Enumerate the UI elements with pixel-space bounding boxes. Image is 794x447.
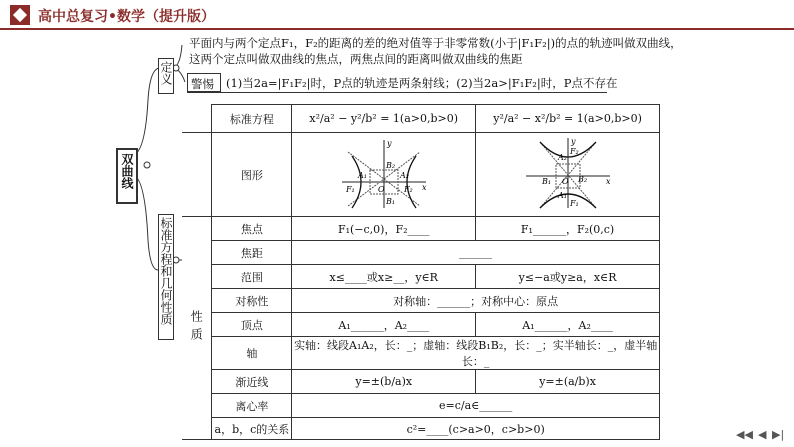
table-row <box>182 241 660 265</box>
table-row <box>182 394 660 418</box>
svg-text:B₁: B₁ <box>541 177 551 186</box>
row-label: 离心率 <box>212 394 292 418</box>
svg-text:F₁: F₁ <box>345 185 355 194</box>
row-right: y≤−a或y≥a，x∈R <box>476 265 660 289</box>
warning-label-box <box>187 73 221 92</box>
table-row <box>182 418 660 440</box>
equation-label: 标准方程和几何性质 <box>159 217 173 325</box>
row-label: 标准方程 <box>212 105 292 133</box>
row-left: x²/a² − y²/b² = 1(a>0,b>0) <box>292 105 476 133</box>
root-node <box>116 148 138 204</box>
row-left: x≤____或x≥__，y∈R <box>292 265 476 289</box>
hyperbola-y-graph <box>518 136 618 210</box>
row-right: A₁______，A₂____ <box>476 313 660 337</box>
table-row <box>182 105 660 133</box>
row-label: 图形 <box>212 133 292 217</box>
row-label: 渐近线 <box>212 370 292 394</box>
row-label: a，b，c的关系 <box>212 418 292 440</box>
table-row <box>182 265 660 289</box>
svg-text:y: y <box>570 137 576 146</box>
warning-text: (1)当2a=|F₁F₂|时，P点的轨迹是两条射线；(2)当2a>|F₁F₂|时，P点不存在 <box>226 76 618 90</box>
warning-underline <box>187 92 607 93</box>
table-row <box>182 370 660 394</box>
graph-left-cell <box>292 133 476 217</box>
hyperbola-x-graph <box>334 136 434 210</box>
header-title: 高中总复习•数学（提升版） <box>38 9 215 25</box>
next-page-button[interactable]: ▶| <box>772 428 785 441</box>
svg-text:x: x <box>421 183 427 192</box>
definition-line2: 这两个定点叫做双曲线的焦点，两焦点间的距离叫做双曲线的焦距 <box>189 52 523 66</box>
table-row <box>182 289 660 313</box>
row-label: 焦点 <box>212 217 292 241</box>
first-page-button[interactable]: ◀◀ <box>736 428 753 441</box>
equation-node <box>158 214 174 340</box>
table-row <box>182 133 660 217</box>
table-row <box>182 217 660 241</box>
properties-label: 性质 <box>189 310 204 346</box>
row-label: 顶点 <box>212 313 292 337</box>
svg-text:B₁: B₁ <box>385 197 395 206</box>
svg-text:y: y <box>386 139 392 148</box>
svg-text:O: O <box>377 185 385 194</box>
row-right: F₁______，F₂(0,c) <box>476 217 660 241</box>
svg-text:O: O <box>561 177 569 186</box>
properties-side-cell <box>182 217 212 440</box>
row-merged: e=c/a∈______ <box>292 394 660 418</box>
table-row <box>182 337 660 370</box>
definition-node <box>158 58 174 94</box>
svg-text:A₁: A₁ <box>357 171 367 180</box>
row-label: 焦距 <box>212 241 292 265</box>
properties-table <box>182 104 660 440</box>
row-merged: c²=____(c>a>0，c>b>0) <box>292 418 660 440</box>
row-label: 范围 <box>212 265 292 289</box>
row-label: 对称性 <box>212 289 292 313</box>
definition-label: 定义 <box>159 61 173 85</box>
svg-text:B₂: B₂ <box>385 161 395 170</box>
table-row <box>182 313 660 337</box>
svg-text:A₁: A₁ <box>557 191 567 200</box>
row-right: y²/a² − x²/b² = 1(a>0,b>0) <box>476 105 660 133</box>
svg-text:F₂: F₂ <box>569 147 579 156</box>
prev-page-button[interactable]: ◀ <box>758 428 767 441</box>
row-merged: 对称轴：______；对称中心：原点 <box>292 289 660 313</box>
svg-text:F₁: F₁ <box>569 199 579 208</box>
warning-label: 警惕 <box>191 77 214 91</box>
svg-text:F₂: F₂ <box>403 185 413 194</box>
row-left: y=±(b/a)x <box>292 370 476 394</box>
row-merged: 实轴：线段A₁A₂，长：_；虚轴：线段B₁B₂，长：_；实半轴长：_，虚半轴长：_ <box>292 337 660 370</box>
graph-right-cell <box>476 133 660 217</box>
svg-text:B₂: B₂ <box>577 175 587 184</box>
row-left: A₁______，A₂____ <box>292 313 476 337</box>
definition-line1: 平面内与两个定点F₁，F₂的距离的差的绝对值等于非零常数(小于|F₁F₂|)的点的轨迹叫做双曲线， <box>189 36 682 50</box>
row-merged: ______ <box>292 241 660 265</box>
svg-text:A₂: A₂ <box>399 171 409 180</box>
root-label: 双曲线 <box>120 153 134 189</box>
svg-text:A₂: A₂ <box>557 153 567 162</box>
row-right: y=±(a/b)x <box>476 370 660 394</box>
row-left: F₁(−c,0)，F₂____ <box>292 217 476 241</box>
svg-text:x: x <box>605 177 611 186</box>
row-label: 轴 <box>212 337 292 370</box>
